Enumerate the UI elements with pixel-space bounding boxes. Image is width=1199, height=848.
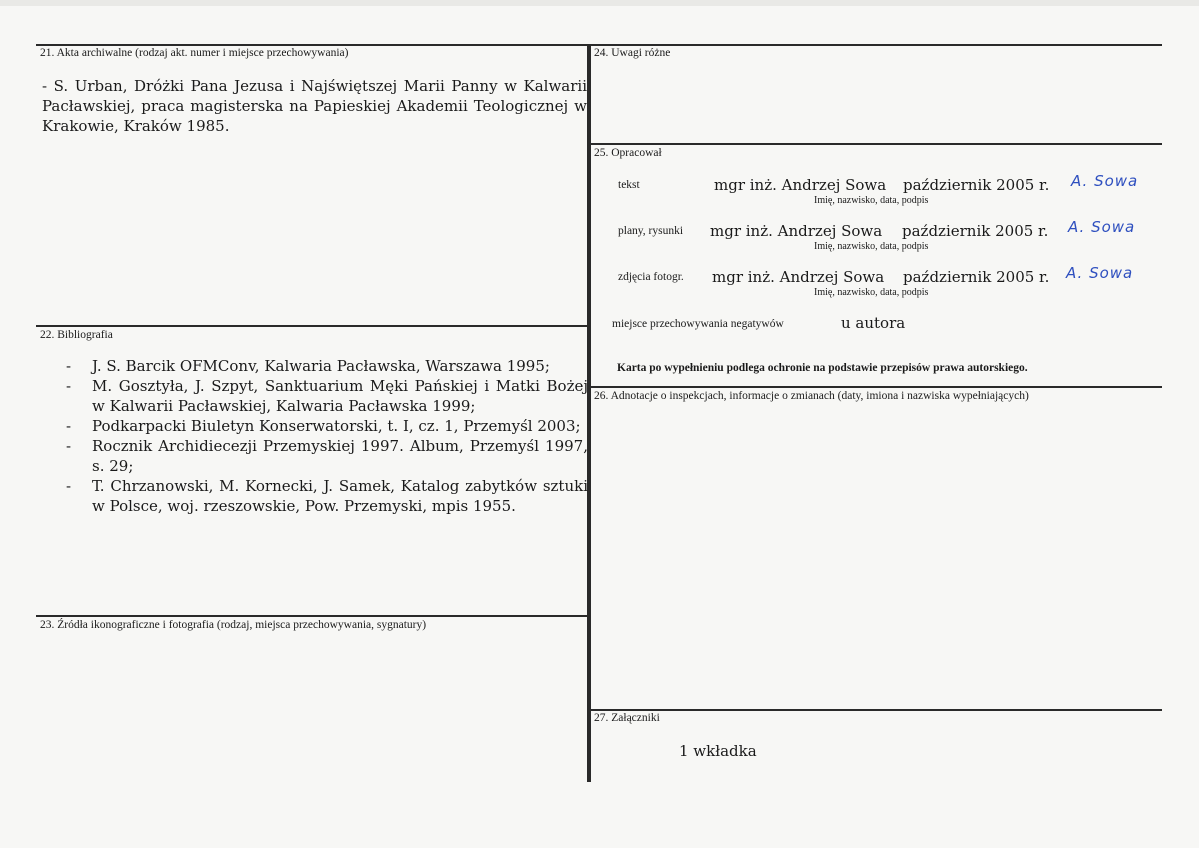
row-key: tekst bbox=[618, 179, 640, 191]
copyright-note: Karta po wypełnieniu podlega ochronie na podstawie przepisów prawa autorskiego. bbox=[617, 362, 1028, 374]
row-caption: Imię, nazwisko, data, podpis bbox=[814, 195, 929, 206]
bibliography-list bbox=[66, 356, 588, 516]
negatives-label: miejsce przechowywania negatywów bbox=[612, 318, 784, 330]
row-key: plany, rysunki bbox=[618, 225, 684, 237]
divider-s21-s22 bbox=[36, 325, 588, 327]
row-date: październik 2005 r. bbox=[902, 222, 1049, 240]
list-item: - M. Gosztyła, J. Szpyt, Sanktuarium Męki Pańskiej i Matki Bożej w Kalwarii Pacławskiej, Kalwaria Pacławska 1999; bbox=[66, 377, 588, 415]
signature: A. Sowa bbox=[1071, 172, 1139, 190]
prepared-row-plans bbox=[590, 218, 1160, 258]
prepared-row-text bbox=[590, 172, 1160, 212]
section-24-label: 24. Uwagi różne bbox=[594, 47, 671, 59]
bibliography-entry: Rocznik Archidiecezji Przemyskiej 1997. Album, Przemyśl 1997, s. 29; bbox=[92, 437, 588, 475]
list-item: - Podkarpacki Biuletyn Konserwatorski, t. I, cz. 1, Przemyśl 2003; bbox=[66, 417, 581, 435]
section-21-text: - S. Urban, Dróżki Pana Jezusa i Najświętszej Marii Panny w Kalwarii Pacławskiej, praca magisterska na Papieskiej Akademii Teologicznej w Krakowie, Kraków 1985. bbox=[42, 77, 587, 135]
divider-s22-s23 bbox=[36, 615, 588, 617]
list-item: - J. S. Barcik OFMConv, Kalwaria Pacławska, Warszawa 1995; bbox=[66, 357, 550, 375]
divider-vertical-right bbox=[589, 44, 591, 782]
section-21-label: 21. Akta archiwalne (rodzaj akt. numer i miejsce przechowywania) bbox=[40, 47, 349, 59]
section-25-label: 25. Opracował bbox=[594, 147, 662, 159]
row-caption: Imię, nazwisko, data, podpis bbox=[814, 287, 929, 298]
row-date: październik 2005 r. bbox=[903, 268, 1050, 286]
signature: A. Sowa bbox=[1066, 264, 1134, 282]
list-item: - T. Chrzanowski, M. Kornecki, J. Samek, Katalog zabytków sztuki w Polsce, woj. rzeszowskie, Pow. Przemyski, mpis 1955. bbox=[66, 477, 588, 515]
negatives-value: u autora bbox=[841, 314, 906, 332]
divider-top bbox=[36, 44, 1162, 46]
attachments-value: 1 wkładka bbox=[679, 742, 757, 760]
row-caption: Imię, nazwisko, data, podpis bbox=[814, 241, 929, 252]
section-26-label: 26. Adnotacje o inspekcjach, informacje o zmianach (daty, imiona i nazwiska wypełniających) bbox=[594, 390, 1029, 402]
row-author: mgr inż. Andrzej Sowa bbox=[714, 176, 887, 194]
bibliography-entry: T. Chrzanowski, M. Kornecki, J. Samek, Katalog zabytków sztuki w Polsce, woj. rzeszowskie, Pow. Przemyski, mpis 1955. bbox=[92, 477, 588, 515]
divider-s24-s25 bbox=[590, 143, 1162, 145]
divider-s26-s27 bbox=[590, 709, 1162, 711]
row-key: zdjęcia fotogr. bbox=[618, 271, 684, 283]
section-22-label: 22. Bibliografia bbox=[40, 329, 113, 341]
signature: A. Sowa bbox=[1068, 218, 1136, 236]
bibliography-entry: M. Gosztyła, J. Szpyt, Sanktuarium Męki Pańskiej i Matki Bożej w Kalwarii Pacławskiej, Kalwaria Pacławska 1999; bbox=[92, 377, 588, 415]
section-27-label: 27. Załączniki bbox=[594, 712, 660, 724]
row-author: mgr inż. Andrzej Sowa bbox=[712, 268, 885, 286]
section-23-label: 23. Źródła ikonograficzne i fotografia (rodzaj, miejsca przechowywania, sygnatury) bbox=[40, 619, 427, 631]
divider-s25-s26 bbox=[590, 386, 1162, 388]
list-item: - Rocznik Archidiecezji Przemyskiej 1997. Album, Przemyśl 1997, s. 29; bbox=[66, 437, 588, 475]
row-author: mgr inż. Andrzej Sowa bbox=[710, 222, 883, 240]
bibliography-entry: J. S. Barcik OFMConv, Kalwaria Pacławska, Warszawa 1995; bbox=[92, 357, 550, 375]
prepared-row-photos bbox=[590, 264, 1160, 304]
row-date: październik 2005 r. bbox=[903, 176, 1050, 194]
scan-edge bbox=[0, 0, 1199, 6]
bibliography-entry: Podkarpacki Biuletyn Konserwatorski, t. I, cz. 1, Przemyśl 2003; bbox=[92, 417, 581, 435]
